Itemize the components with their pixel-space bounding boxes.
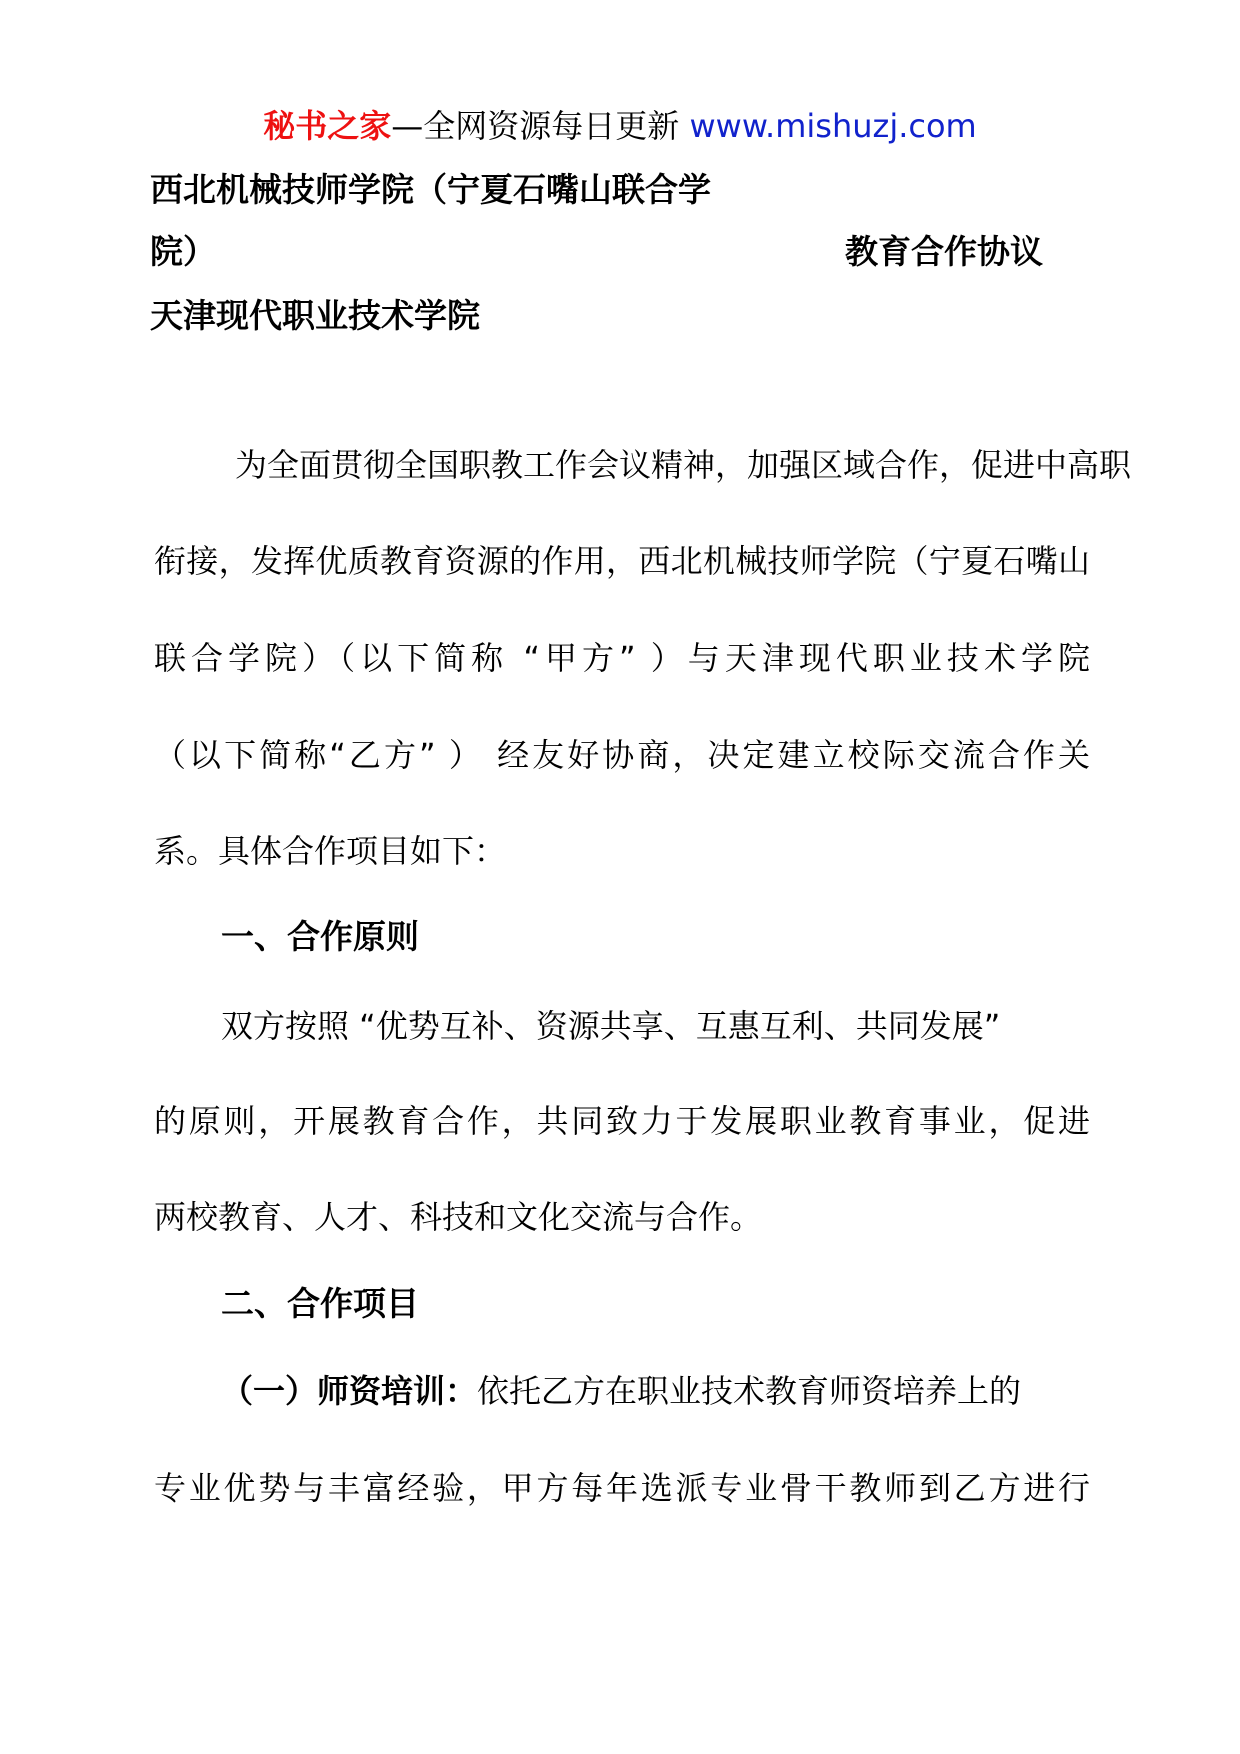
item-text: 依托乙方在职业技术教育师资培养上的 <box>477 1372 1022 1410</box>
header-banner <box>0 98 1240 154</box>
item-label-teacher-training: （一）师资培训： <box>221 1372 478 1410</box>
intro-line: 联合学院）（以下简称 “甲方” ）与天津现代职业技术学院 <box>154 639 1090 677</box>
intro-line: 系。具体合作项目如下： <box>154 832 507 870</box>
intro-line: 为全面贯彻全国职教工作会议精神，加强区域合作，促进中高职 <box>235 446 1132 484</box>
party-a-title-line1: 西北机械技师学院（宁夏石嘴山联合学 <box>150 170 711 209</box>
document-title: 教育合作协议 <box>845 232 1043 271</box>
brand-name: 秘书之家 <box>263 107 392 145</box>
party-b-title: 天津现代职业技术学院 <box>150 296 480 335</box>
section1-line: 两校教育、人才、科技和文化交流与合作。 <box>154 1198 763 1236</box>
site-url[interactable]: www.mishuzj.com <box>689 107 977 145</box>
party-a-title-line2: 院） <box>150 232 216 271</box>
section-heading-projects: 二、合作项目 <box>221 1284 419 1323</box>
section2-item1-line1 <box>221 1369 1090 1413</box>
intro-line: （以下简称“乙方” ） 经友好协商，决定建立校际交流合作关 <box>154 736 1090 774</box>
section2-item1-line2: 专业优势与丰富经验，甲方每年选派专业骨干教师到乙方进行 <box>154 1469 1090 1507</box>
intro-line: 衔接，发挥优质教育资源的作用，西北机械技师学院（宁夏石嘴山 <box>154 542 1090 580</box>
section-heading-principles: 一、合作原则 <box>221 917 419 956</box>
section1-line: 的原则，开展教育合作，共同致力于发展职业教育事业，促进 <box>154 1102 1090 1140</box>
section1-line: 双方按照 “优势互补、资源共享、互惠互利、共同发展” <box>221 1007 1001 1045</box>
header-slogan: —全网资源每日更新 <box>391 107 680 145</box>
